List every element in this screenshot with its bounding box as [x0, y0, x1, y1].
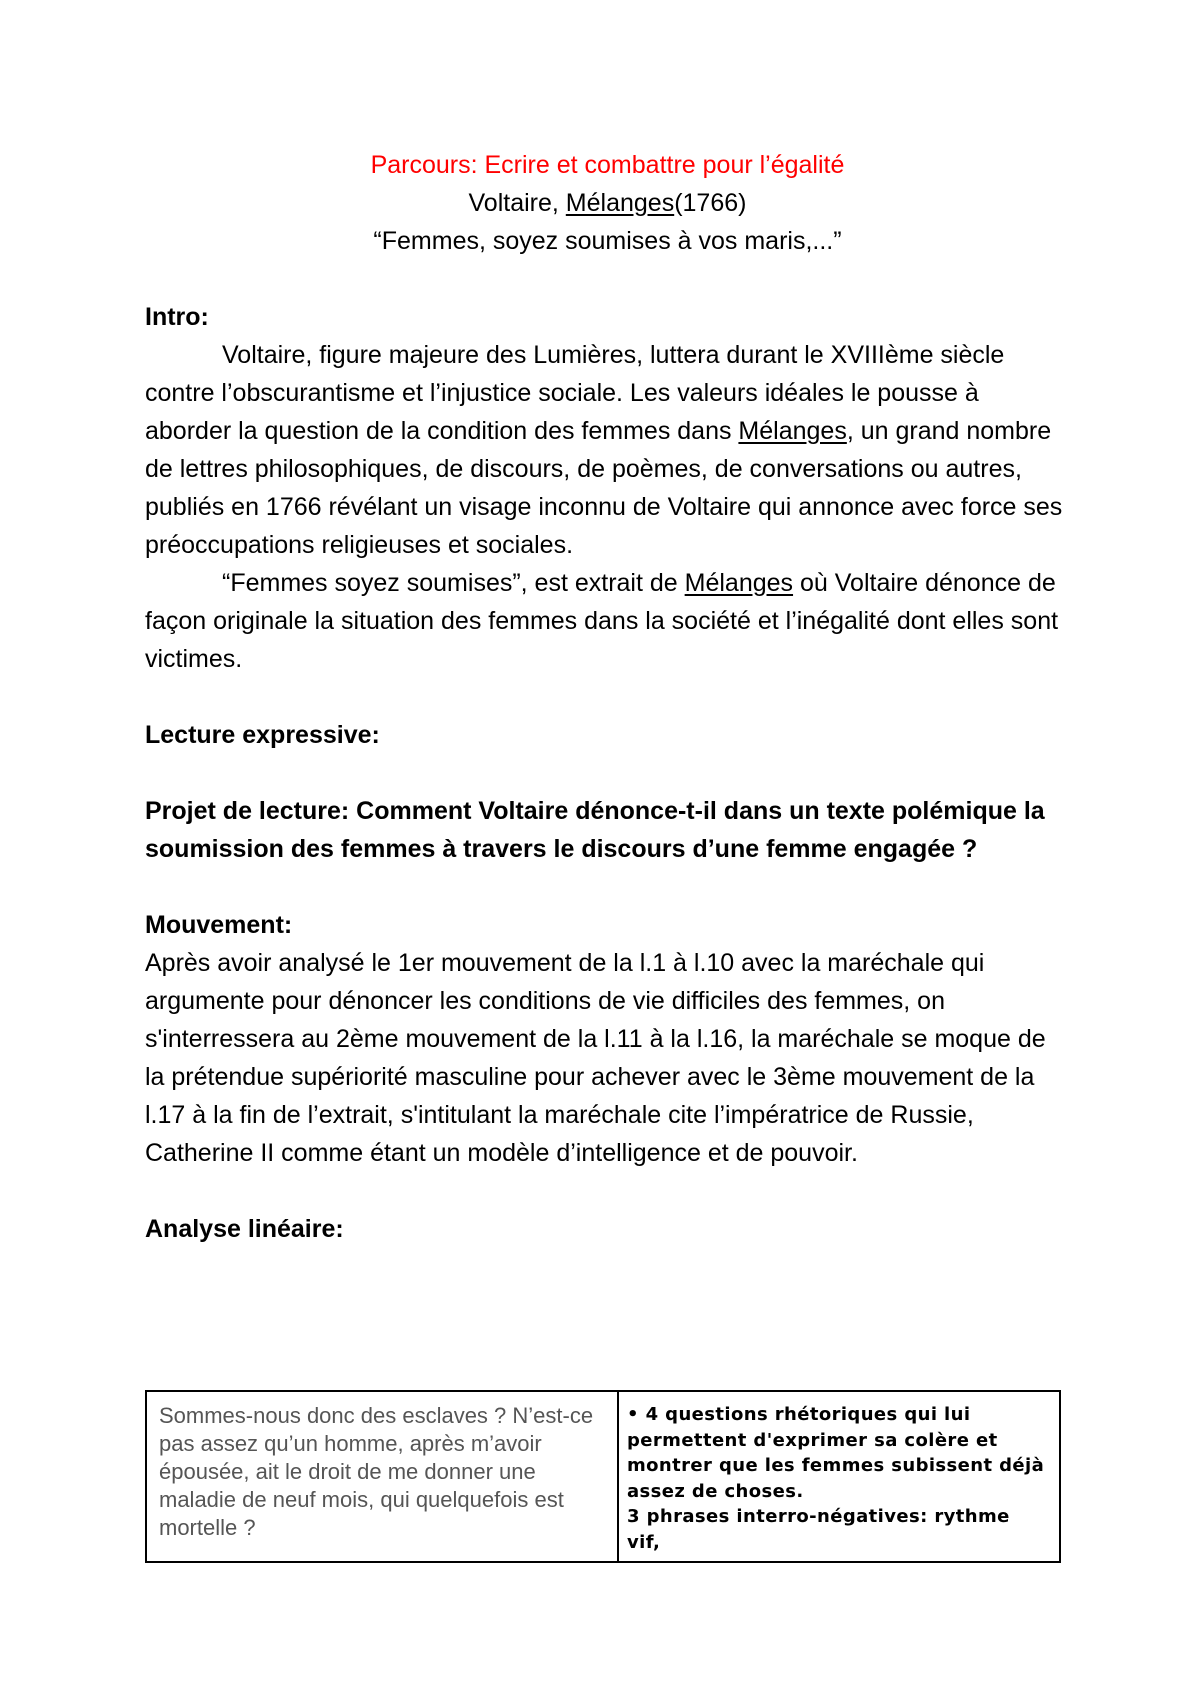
intro-paragraph-1: Voltaire, figure majeure des Lumières, luttera durant le XVIIIème siècle contre l’obscurantisme et l’injustice sociale. Les valeurs idéales le pousse à aborder la question de la condition des femmes dans Mélanges, un grand nombre de lettres philosophiques, de discours, de poèmes, de conversations ou autres, publiés en 1766 révélant un visage inconnu de Voltaire qui annonce avec force ses préoccupations religieuses et sociales. — [145, 341, 1063, 559]
page-title: Parcours: Ecrire et combattre pour l’égalité — [370, 151, 845, 179]
table-cell-quote: Sommes-nous donc des esclaves ? N’est-ce pas assez qu’un homme, après m’avoir épousée, ait le droit de me donner une maladie de neuf mois, qui quelquefois est mortelle ? — [146, 1391, 618, 1562]
analysis-table — [145, 1390, 1061, 1563]
work-reference — [145, 184, 1070, 222]
intro-paragraph-2: “Femmes soyez soumises”, est extrait de Mélanges où Voltaire dénonce de façon originale la situation des femmes dans la société et l’inégalité dont elles sont victimes. — [145, 569, 1059, 673]
analysis-line: permettent d'exprimer sa colère et — [627, 1429, 998, 1451]
analysis-line: montrer que les femmes subissent déjà — [627, 1455, 1045, 1476]
analysis-line: assez de choses. — [627, 1480, 804, 1502]
mouvement-paragraph: Après avoir analysé le 1er mouvement de la l.1 à l.10 avec la maréchale qui argumente pour dénoncer les conditions de vie difficiles des femmes, on s'interressera au 2ème mouvement de la l.11 à la l.16, la maréchale se moque de la prétendue supériorité masculine pour achever avec le 3ème mouvement de la l.17 à la fin de l’extrait, s'intitulant la maréchale cite l’impératrice de Russie, Catherine II comme étant un modèle d’intelligence et de pouvoir. — [145, 949, 1046, 1167]
mouvement-heading: Mouvement: — [145, 911, 293, 939]
author-prefix: Voltaire, — [468, 189, 566, 217]
analysis-line: • 4 questions rhétoriques qui lui — [627, 1404, 971, 1425]
analyse-heading: Analyse linéaire: — [145, 1215, 344, 1243]
work-year: (1766) — [674, 189, 747, 217]
work-title-inline: Mélanges — [684, 569, 794, 597]
work-title-inline: Mélanges — [738, 417, 847, 445]
table-row — [146, 1391, 1060, 1562]
intro-heading: Intro: — [145, 303, 209, 331]
document-body — [145, 146, 1070, 1248]
lecture-heading: Lecture expressive: — [145, 721, 380, 749]
projet-de-lecture: Projet de lecture: Comment Voltaire dénonce-t-il dans un texte polémique la soumission des femmes à travers le discours d’une femme engagée ? — [145, 797, 1045, 863]
text-quote: “Femmes, soyez soumises à vos maris,...” — [373, 227, 842, 255]
analysis-line: 3 phrases interro-négatives: rythme vif, — [627, 1506, 1010, 1553]
work-title: Mélanges — [565, 189, 675, 217]
table-cell-analysis — [618, 1391, 1060, 1562]
